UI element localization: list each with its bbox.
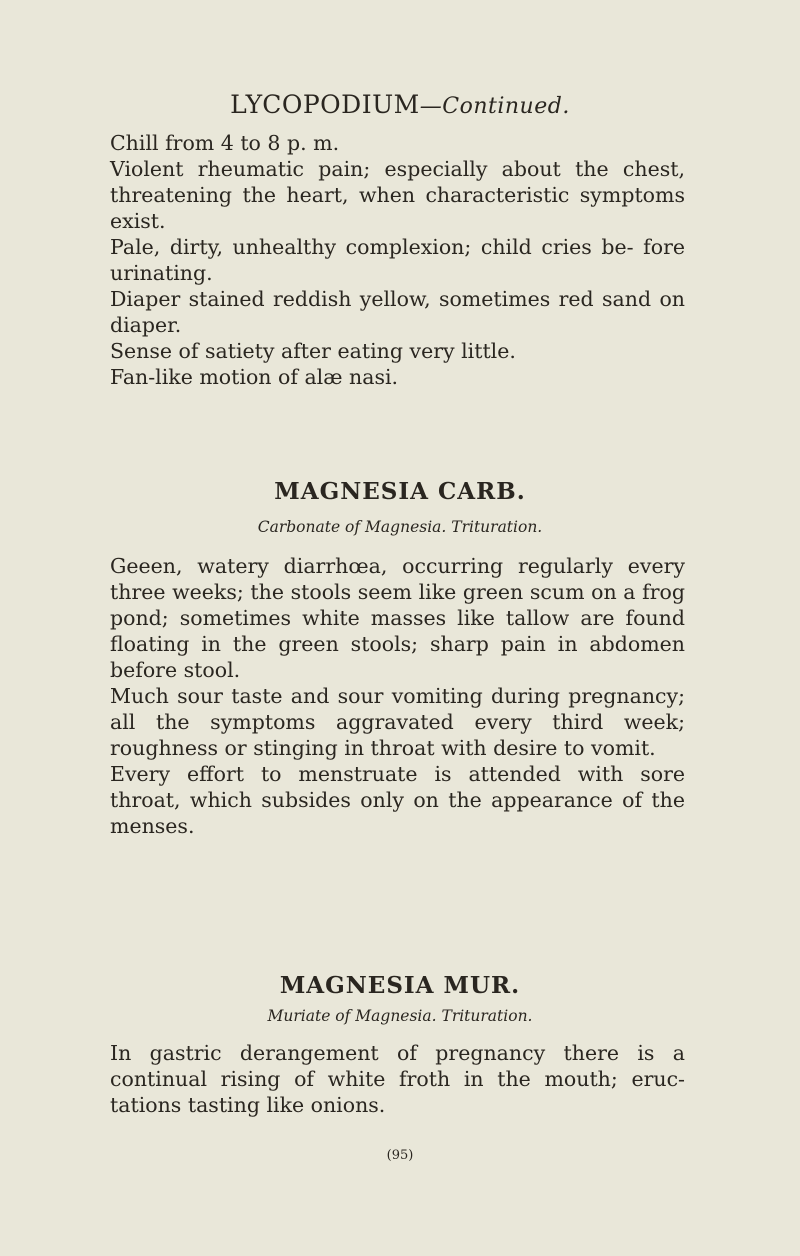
section-heading: MAGNESIA MUR. bbox=[279, 972, 521, 999]
paragraph: Diaper stained reddish yellow, sometimes red sand on diaper. bbox=[110, 287, 685, 337]
paragraph: In gastric derangement of pregnancy there is a continual rising of white froth in the mouth; eruc- tations tasting like onions. bbox=[110, 1041, 685, 1117]
paragraph: Fan-like motion of alæ nasi. bbox=[110, 365, 399, 389]
magnesia-mur-text bbox=[110, 1040, 685, 1118]
magnesia-carb-text bbox=[110, 553, 685, 839]
section-subheading: Muriate of Magnesia. Trituration. bbox=[267, 1007, 533, 1025]
paragraph: Much sour taste and sour vomiting during pregnancy; all the symptoms aggravated every third week; roughness or stinging in throat with desire to vomit. bbox=[110, 684, 685, 760]
paragraph: Geeen, watery diarrhœa, occurring regularly every three weeks; the stools seem like green scum on a frog pond; sometimes white masses like tallow are found floating in the green stools; sharp pain in abdomen before stool. bbox=[110, 554, 685, 682]
section-heading: MAGNESIA CARB. bbox=[274, 478, 526, 505]
running-head-continued: —Continued. bbox=[419, 94, 570, 119]
lycopodium-text bbox=[110, 130, 685, 390]
paragraph: Sense of satiety after eating very little. bbox=[110, 339, 516, 363]
running-head-title: LYCOPODIUM bbox=[230, 90, 420, 119]
paragraph: Pale, dirty, unhealthy complexion; child cries be- fore urinating. bbox=[110, 235, 685, 285]
section-subheading: Carbonate of Magnesia. Trituration. bbox=[257, 518, 543, 536]
paragraph: Violent rheumatic pain; especially about the chest, threatening the heart, when characteristic symptoms exist. bbox=[110, 157, 685, 233]
paragraph: Chill from 4 to 8 p. m. bbox=[110, 131, 340, 155]
paragraph: Every effort to menstruate is attended with sore throat, which subsides only on the appearance of the menses. bbox=[110, 762, 685, 838]
running-head bbox=[0, 90, 800, 119]
page-number: (95) bbox=[386, 1148, 414, 1163]
